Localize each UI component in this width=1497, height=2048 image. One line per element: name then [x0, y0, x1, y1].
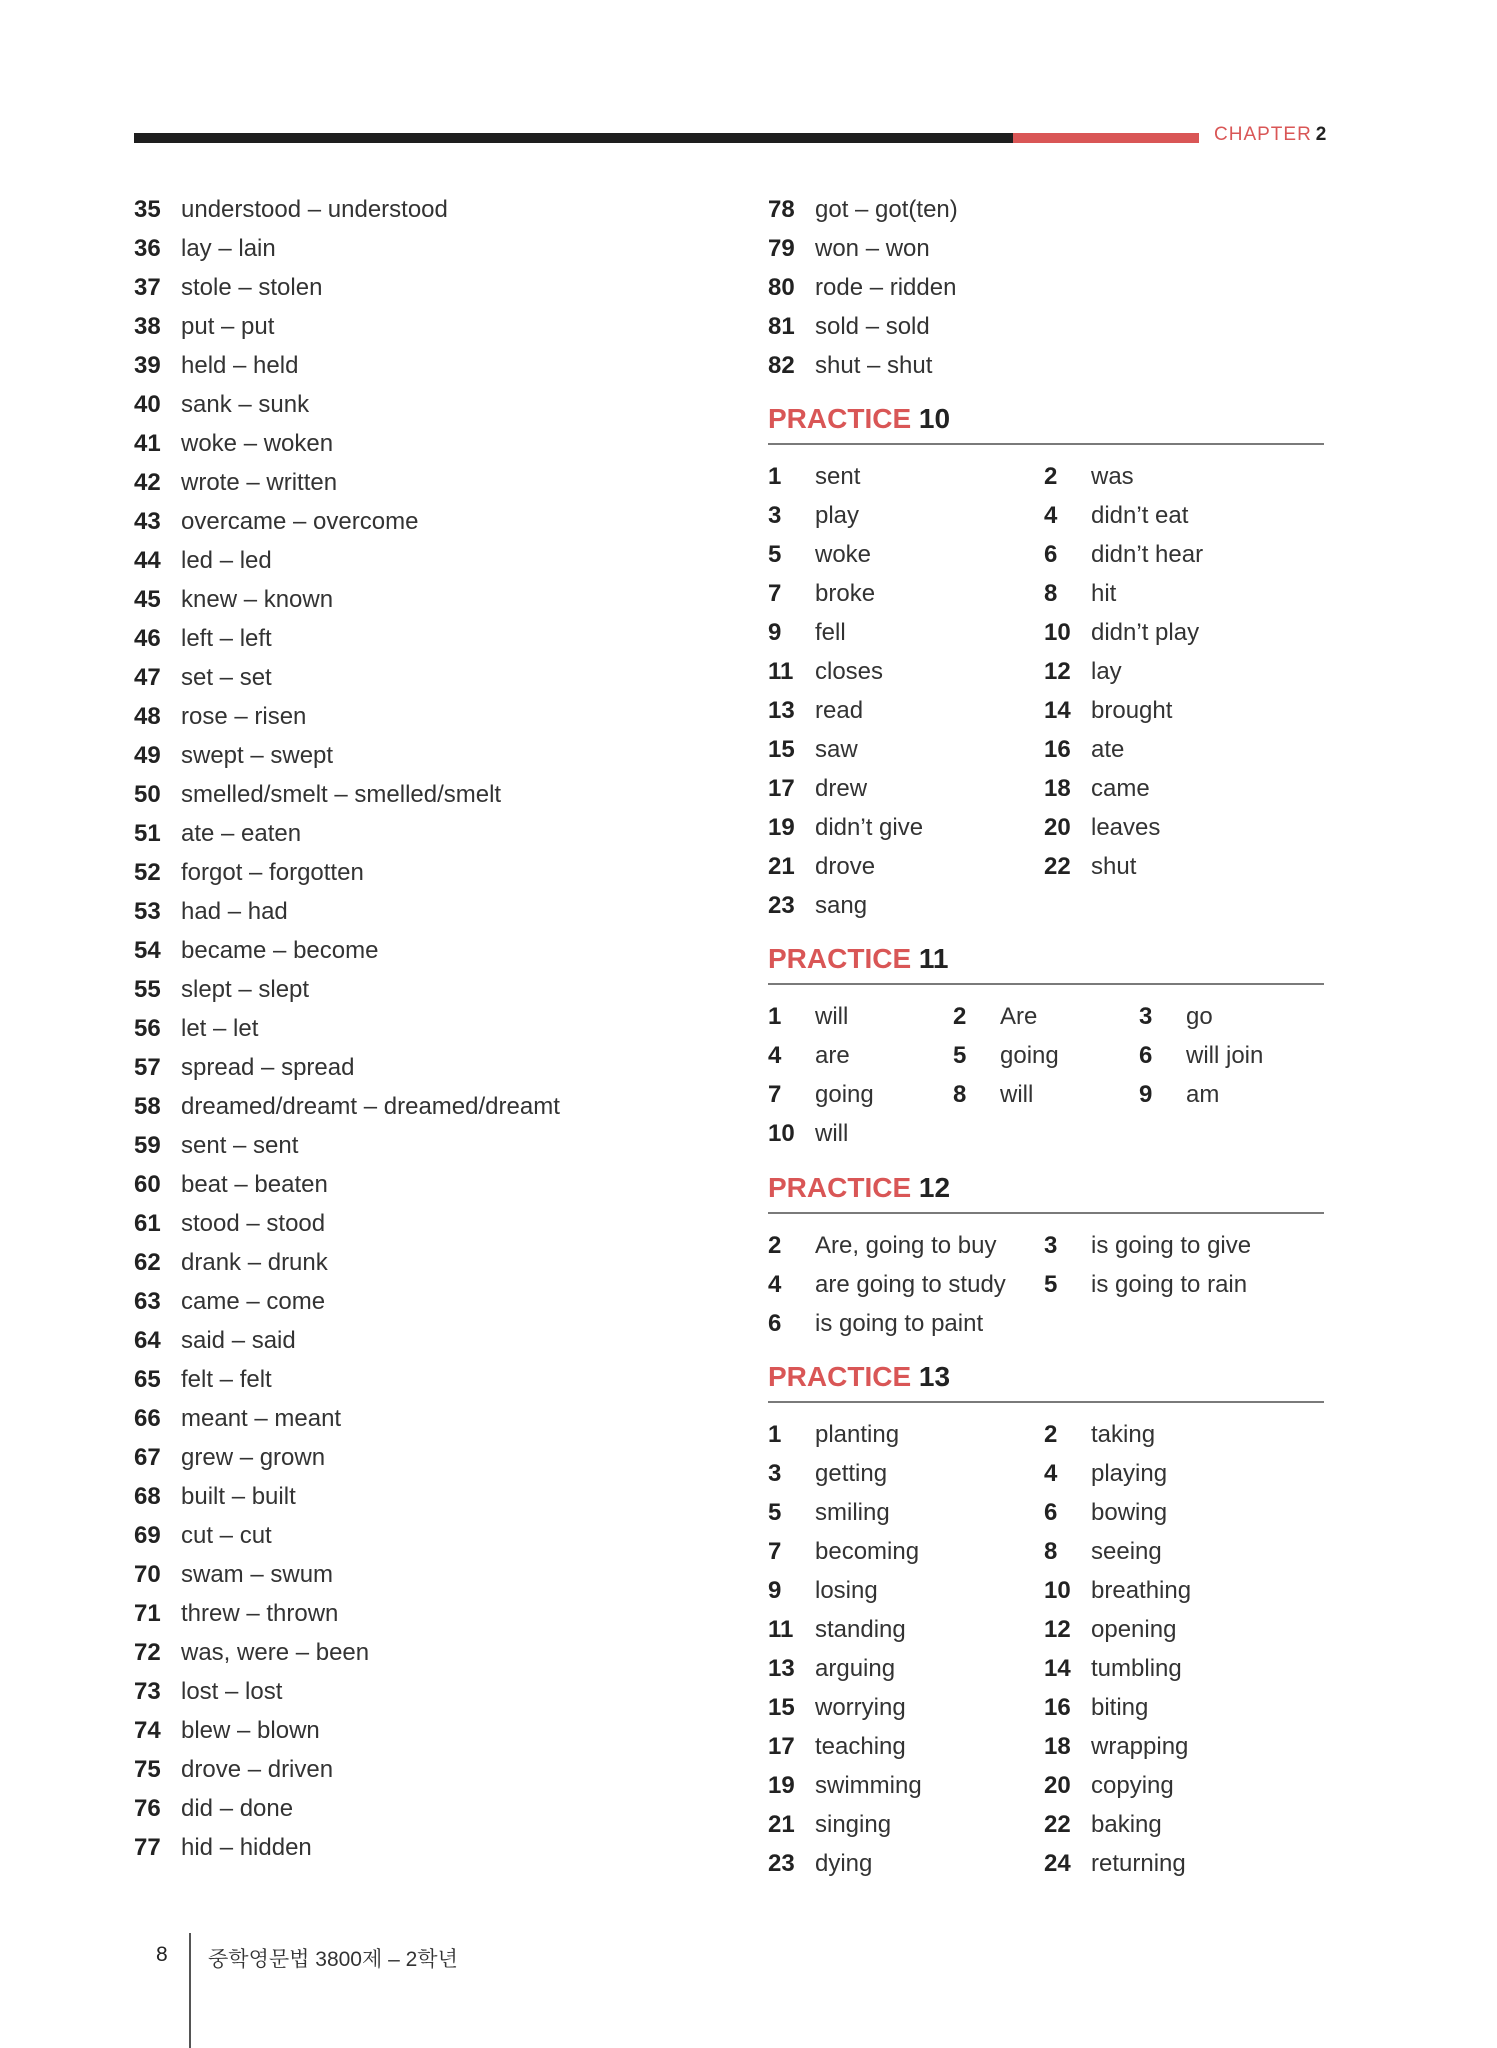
- item-number: 14: [1044, 697, 1071, 724]
- item-answer: will: [1000, 1081, 1034, 1108]
- item-answer: didn’t play: [1091, 619, 1200, 646]
- item-answer: led – led: [181, 547, 272, 574]
- item-answer: cut – cut: [181, 1522, 272, 1549]
- item-number: 57: [134, 1054, 161, 1081]
- item-answer: hid – hidden: [181, 1834, 312, 1861]
- item-number: 3: [1044, 1232, 1058, 1259]
- item-answer: teaching: [815, 1733, 906, 1760]
- item-number: 16: [1044, 736, 1071, 763]
- item-number: 78: [768, 196, 795, 223]
- item-answer: arguing: [815, 1655, 896, 1682]
- item-number: 73: [134, 1678, 161, 1705]
- item-answer: stole – stolen: [181, 274, 323, 301]
- item-answer: read: [815, 697, 864, 724]
- item-number: 4: [768, 1042, 782, 1069]
- item-number: 20: [1044, 814, 1071, 841]
- item-answer: drew: [815, 775, 868, 802]
- item-answer: are: [815, 1042, 850, 1069]
- item-number: 70: [134, 1561, 161, 1588]
- item-number: 16: [1044, 1694, 1071, 1721]
- item-number: 8: [1044, 1538, 1058, 1565]
- item-number: 2: [1044, 463, 1058, 490]
- item-answer: is going to paint: [815, 1310, 984, 1337]
- item-answer: opening: [1091, 1616, 1177, 1643]
- footer-divider: [189, 1933, 191, 2048]
- item-answer: slept – slept: [181, 976, 310, 1003]
- item-number: 76: [134, 1795, 161, 1822]
- item-answer: knew – known: [181, 586, 334, 613]
- item-answer: will: [815, 1120, 849, 1147]
- item-answer: biting: [1091, 1694, 1149, 1721]
- item-answer: smiling: [815, 1499, 890, 1526]
- chapter-label: [1214, 124, 1327, 146]
- item-number: 66: [134, 1405, 161, 1432]
- item-number: 41: [134, 430, 161, 457]
- item-number: 20: [1044, 1772, 1071, 1799]
- item-number: 11: [768, 658, 794, 685]
- item-answer: didn’t hear: [1091, 541, 1204, 568]
- item-number: 1: [768, 1003, 782, 1030]
- item-answer: sent – sent: [181, 1132, 299, 1159]
- item-number: 50: [134, 781, 161, 808]
- item-answer: sold – sold: [815, 313, 930, 340]
- item-answer: sang: [815, 892, 868, 919]
- item-number: 54: [134, 937, 161, 964]
- item-answer: going: [1000, 1042, 1059, 1069]
- item-answer: will join: [1186, 1042, 1264, 1069]
- item-number: 10: [1044, 1577, 1071, 1604]
- item-answer: broke: [815, 580, 876, 607]
- item-number: 67: [134, 1444, 161, 1471]
- item-number: 39: [134, 352, 161, 379]
- item-number: 23: [768, 892, 795, 919]
- item-number: 56: [134, 1015, 161, 1042]
- practice-divider: [768, 983, 1324, 985]
- item-answer: singing: [815, 1811, 892, 1838]
- item-number: 14: [1044, 1655, 1071, 1682]
- item-answer: is going to rain: [1091, 1271, 1248, 1298]
- item-number: 2: [1044, 1421, 1058, 1448]
- item-answer: returning: [1091, 1850, 1186, 1877]
- item-answer: got – got(ten): [815, 196, 958, 223]
- item-number: 23: [768, 1850, 795, 1877]
- item-number: 22: [1044, 853, 1071, 880]
- item-number: 21: [768, 1811, 795, 1838]
- item-answer: woke – woken: [181, 430, 334, 457]
- item-answer: closes: [815, 658, 884, 685]
- item-number: 24: [1044, 1850, 1071, 1877]
- item-number: 11: [768, 1616, 794, 1643]
- chapter-number: 2: [1315, 124, 1328, 145]
- item-number: 4: [1044, 502, 1058, 529]
- item-number: 2: [953, 1003, 967, 1030]
- item-number: 21: [768, 853, 795, 880]
- item-answer: will: [815, 1003, 849, 1030]
- item-number: 51: [134, 820, 161, 847]
- page-number: 8: [156, 1943, 168, 1966]
- item-answer: held – held: [181, 352, 299, 379]
- item-answer: did – done: [181, 1795, 294, 1822]
- item-number: 4: [1044, 1460, 1058, 1487]
- item-number: 77: [134, 1834, 161, 1861]
- item-number: 1: [768, 1421, 782, 1448]
- item-answer: didn’t eat: [1091, 502, 1189, 529]
- item-number: 5: [768, 1499, 782, 1526]
- item-answer: go: [1186, 1003, 1213, 1030]
- item-number: 13: [768, 1655, 795, 1682]
- item-number: 3: [768, 1460, 782, 1487]
- item-number: 44: [134, 547, 161, 574]
- item-number: 5: [953, 1042, 967, 1069]
- item-answer: came – come: [181, 1288, 326, 1315]
- item-number: 55: [134, 976, 161, 1003]
- item-answer: set – set: [181, 664, 272, 691]
- item-answer: planting: [815, 1421, 900, 1448]
- item-number: 61: [134, 1210, 161, 1237]
- item-answer: brought: [1091, 697, 1173, 724]
- practice-title: [768, 937, 949, 981]
- item-answer: grew – grown: [181, 1444, 326, 1471]
- practice-title: [768, 1355, 950, 1399]
- item-answer: fell: [815, 619, 846, 646]
- item-number: 75: [134, 1756, 161, 1783]
- practice-number: 11: [918, 943, 949, 974]
- item-answer: getting: [815, 1460, 888, 1487]
- item-answer: ate: [1091, 736, 1125, 763]
- item-number: 7: [768, 1081, 782, 1108]
- item-answer: swam – swum: [181, 1561, 334, 1588]
- item-answer: dying: [815, 1850, 873, 1877]
- item-number: 2: [768, 1232, 782, 1259]
- item-number: 47: [134, 664, 161, 691]
- practice-label: PRACTICE: [768, 403, 912, 434]
- item-number: 43: [134, 508, 161, 535]
- item-number: 52: [134, 859, 161, 886]
- chapter-label-text: CHAPTER: [1214, 124, 1312, 145]
- item-number: 69: [134, 1522, 161, 1549]
- item-answer: Are: [1000, 1003, 1038, 1030]
- item-number: 59: [134, 1132, 161, 1159]
- item-answer: swimming: [815, 1772, 922, 1799]
- item-number: 7: [768, 580, 782, 607]
- item-number: 68: [134, 1483, 161, 1510]
- item-number: 36: [134, 235, 161, 262]
- item-answer: play: [815, 502, 860, 529]
- item-number: 7: [768, 1538, 782, 1565]
- item-number: 42: [134, 469, 161, 496]
- item-number: 37: [134, 274, 161, 301]
- item-number: 19: [768, 1772, 795, 1799]
- item-answer: baking: [1091, 1811, 1162, 1838]
- item-answer: shut: [1091, 853, 1137, 880]
- item-number: 40: [134, 391, 161, 418]
- item-number: 46: [134, 625, 161, 652]
- item-number: 3: [1139, 1003, 1153, 1030]
- practice-label: PRACTICE: [768, 943, 912, 974]
- item-number: 17: [768, 775, 795, 802]
- practice-divider: [768, 443, 1324, 445]
- item-answer: saw: [815, 736, 858, 763]
- item-number: 15: [768, 1694, 795, 1721]
- item-number: 64: [134, 1327, 161, 1354]
- item-answer: stood – stood: [181, 1210, 326, 1237]
- item-number: 12: [1044, 1616, 1071, 1643]
- item-answer: hit: [1091, 580, 1117, 607]
- practice-label: PRACTICE: [768, 1172, 912, 1203]
- item-answer: put – put: [181, 313, 275, 340]
- item-number: 22: [1044, 1811, 1071, 1838]
- item-answer: overcame – overcome: [181, 508, 419, 535]
- item-answer: wrote – written: [181, 469, 338, 496]
- item-number: 4: [768, 1271, 782, 1298]
- item-answer: standing: [815, 1616, 906, 1643]
- item-answer: sank – sunk: [181, 391, 310, 418]
- item-number: 1: [768, 463, 782, 490]
- item-answer: didn’t give: [815, 814, 924, 841]
- item-answer: lost – lost: [181, 1678, 283, 1705]
- practice-title: [768, 1166, 950, 1210]
- item-answer: rode – ridden: [815, 274, 957, 301]
- item-answer: had – had: [181, 898, 288, 925]
- practice-number: 10: [918, 403, 951, 434]
- item-answer: blew – blown: [181, 1717, 320, 1744]
- item-number: 65: [134, 1366, 161, 1393]
- book-title: 중학영문법 3800제 – 2학년: [208, 1948, 458, 1971]
- item-number: 18: [1044, 1733, 1071, 1760]
- item-number: 13: [768, 697, 795, 724]
- item-answer: became – become: [181, 937, 379, 964]
- item-answer: beat – beaten: [181, 1171, 328, 1198]
- item-number: 10: [768, 1120, 795, 1147]
- header-rule-accent: [1013, 133, 1199, 143]
- item-answer: playing: [1091, 1460, 1168, 1487]
- item-number: 63: [134, 1288, 161, 1315]
- item-number: 72: [134, 1639, 161, 1666]
- item-answer: built – built: [181, 1483, 296, 1510]
- item-number: 9: [768, 1577, 782, 1604]
- item-number: 82: [768, 352, 795, 379]
- item-number: 3: [768, 502, 782, 529]
- item-answer: smelled/smelt – smelled/smelt: [181, 781, 502, 808]
- item-answer: understood – understood: [181, 196, 448, 223]
- item-answer: meant – meant: [181, 1405, 342, 1432]
- item-answer: bowing: [1091, 1499, 1168, 1526]
- item-number: 58: [134, 1093, 161, 1120]
- item-number: 38: [134, 313, 161, 340]
- item-number: 5: [768, 541, 782, 568]
- item-number: 6: [1139, 1042, 1153, 1069]
- item-number: 12: [1044, 658, 1071, 685]
- item-answer: seeing: [1091, 1538, 1162, 1565]
- item-number: 80: [768, 274, 795, 301]
- item-answer: losing: [815, 1577, 878, 1604]
- item-number: 35: [134, 196, 161, 223]
- item-number: 53: [134, 898, 161, 925]
- item-number: 8: [953, 1081, 967, 1108]
- item-answer: let – let: [181, 1015, 259, 1042]
- practice-label: PRACTICE: [768, 1361, 912, 1392]
- item-number: 48: [134, 703, 161, 730]
- item-number: 18: [1044, 775, 1071, 802]
- item-answer: rose – risen: [181, 703, 307, 730]
- item-number: 45: [134, 586, 161, 613]
- item-answer: swept – swept: [181, 742, 334, 769]
- item-answer: woke: [815, 541, 872, 568]
- practice-divider: [768, 1401, 1324, 1403]
- item-answer: ate – eaten: [181, 820, 302, 847]
- item-answer: forgot – forgotten: [181, 859, 364, 886]
- item-number: 49: [134, 742, 161, 769]
- item-answer: was: [1091, 463, 1134, 490]
- item-answer: becoming: [815, 1538, 920, 1565]
- item-number: 9: [768, 619, 782, 646]
- item-answer: spread – spread: [181, 1054, 355, 1081]
- item-number: 62: [134, 1249, 161, 1276]
- item-number: 6: [1044, 541, 1058, 568]
- item-number: 6: [1044, 1499, 1058, 1526]
- item-answer: came: [1091, 775, 1150, 802]
- item-answer: worrying: [815, 1694, 906, 1721]
- item-answer: dreamed/dreamt – dreamed/dreamt: [181, 1093, 560, 1120]
- item-answer: lay: [1091, 658, 1122, 685]
- item-number: 5: [1044, 1271, 1058, 1298]
- item-number: 6: [768, 1310, 782, 1337]
- item-answer: shut – shut: [815, 352, 933, 379]
- item-answer: copying: [1091, 1772, 1174, 1799]
- item-answer: left – left: [181, 625, 272, 652]
- item-number: 15: [768, 736, 795, 763]
- item-answer: breathing: [1091, 1577, 1192, 1604]
- item-answer: tumbling: [1091, 1655, 1182, 1682]
- item-answer: lay – lain: [181, 235, 276, 262]
- practice-number: 13: [918, 1361, 951, 1392]
- item-answer: said – said: [181, 1327, 296, 1354]
- item-answer: am: [1186, 1081, 1220, 1108]
- item-answer: threw – thrown: [181, 1600, 339, 1627]
- item-answer: going: [815, 1081, 874, 1108]
- item-number: 60: [134, 1171, 161, 1198]
- item-answer: felt – felt: [181, 1366, 272, 1393]
- item-answer: drank – drunk: [181, 1249, 328, 1276]
- item-number: 8: [1044, 580, 1058, 607]
- item-answer: sent: [815, 463, 861, 490]
- item-answer: is going to give: [1091, 1232, 1252, 1259]
- item-answer: was, were – been: [181, 1639, 370, 1666]
- practice-divider: [768, 1212, 1324, 1214]
- item-number: 74: [134, 1717, 161, 1744]
- practice-number: 12: [918, 1172, 951, 1203]
- item-answer: drove: [815, 853, 876, 880]
- item-answer: leaves: [1091, 814, 1161, 841]
- item-number: 9: [1139, 1081, 1153, 1108]
- item-answer: taking: [1091, 1421, 1156, 1448]
- item-answer: are going to study: [815, 1271, 1006, 1298]
- item-answer: Are, going to buy: [815, 1232, 997, 1259]
- item-answer: won – won: [815, 235, 930, 262]
- item-number: 19: [768, 814, 795, 841]
- practice-title: [768, 397, 950, 441]
- item-number: 10: [1044, 619, 1071, 646]
- item-number: 17: [768, 1733, 795, 1760]
- item-answer: wrapping: [1091, 1733, 1189, 1760]
- item-number: 81: [768, 313, 795, 340]
- item-number: 71: [134, 1600, 161, 1627]
- item-answer: drove – driven: [181, 1756, 334, 1783]
- header-rule-dark: [134, 133, 1013, 143]
- item-number: 79: [768, 235, 795, 262]
